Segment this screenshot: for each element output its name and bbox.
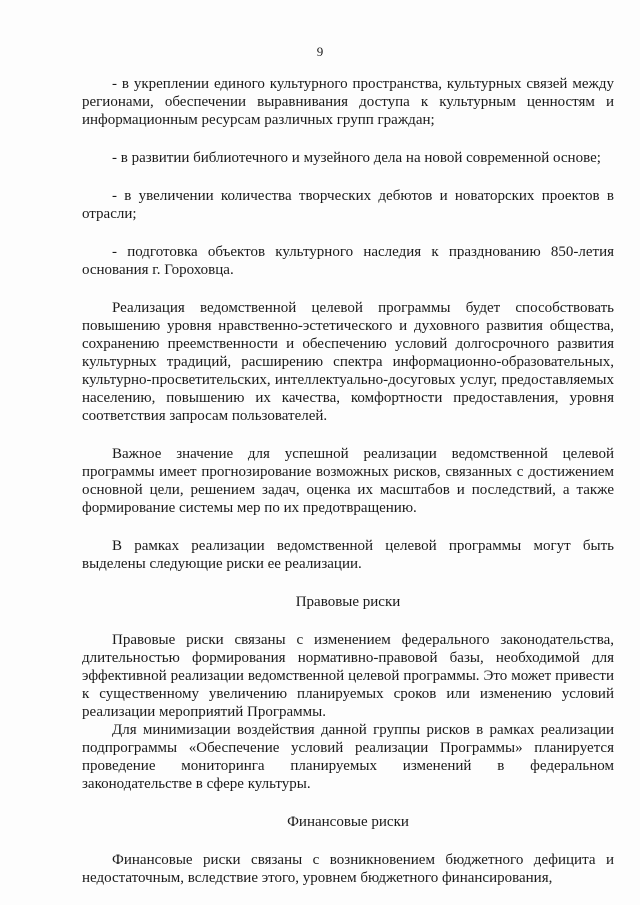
document-body bbox=[82, 75, 614, 887]
paragraph-financial-risks: Финансовые риски связаны с возникновением бюджетного дефицита и недостаточным, вследствие этого, уровнем бюджетного финансирования, bbox=[82, 852, 614, 886]
paragraph-creative-debuts: - в увеличении количества творческих дебютов и новаторских проектов в отрасли; bbox=[82, 188, 614, 222]
paragraph-legal-risks: Правовые риски связаны с изменением федерального законодательства, длительностью формирования нормативно-правовой базы, необходимой для эффективной реализации ведомственной целевой программы. Это может привести к существенному увеличению планируемых сроков или изменению условий реализации мероприятий Программы. bbox=[82, 632, 614, 720]
paragraph-program-implementation: Реализация ведомственной целевой программы будет способствовать повышению уровня нравственно-эстетического и духовного развития общества, сохранению преемственности и обеспечению условий долгосрочного развития культурных традиций, расширению спектра информационно-образовательных, культурно-просветительских, интеллектуально-досуговых услуг, предоставляемых населению, повышению их качества, комфортности предоставления, уровня соответствия запросам пользователей. bbox=[82, 300, 614, 424]
paragraph-risk-forecasting: Важное значение для успешной реализации ведомственной целевой программы имеет прогнозирование возможных рисков, связанных с достижением основной цели, решением задач, оценка их масштабов и последствий, а также формирование системы мер по их предотвращению. bbox=[82, 446, 614, 516]
paragraph-heritage-anniversary: - подготовка объектов культурного наследия к празднованию 850-летия основания г. Гороховца. bbox=[82, 244, 614, 278]
paragraph-library-museum: - в развитии библиотечного и музейного дела на новой современной основе; bbox=[112, 150, 601, 166]
paragraph-cultural-space: - в укреплении единого культурного пространства, культурных связей между регионами, обеспечении выравнивания доступа к культурным ценностям и информационным ресурсам различных групп граждан; bbox=[82, 76, 614, 128]
heading-legal-risks: Правовые риски bbox=[295, 594, 401, 610]
page-number: 9 bbox=[316, 44, 324, 59]
paragraph-risks-intro: В рамках реализации ведомственной целевой программы могут быть выделены следующие риски ее реализации. bbox=[82, 538, 614, 572]
heading-financial-risks: Финансовые риски bbox=[287, 814, 409, 830]
paragraph-legal-mitigation: Для минимизации воздействия данной группы рисков в рамках реализации подпрограммы «Обеспечение условий реализации Программы» планируется проведение мониторинга планируемых изменений в федеральном законодательстве в сфере культуры. bbox=[82, 722, 614, 792]
